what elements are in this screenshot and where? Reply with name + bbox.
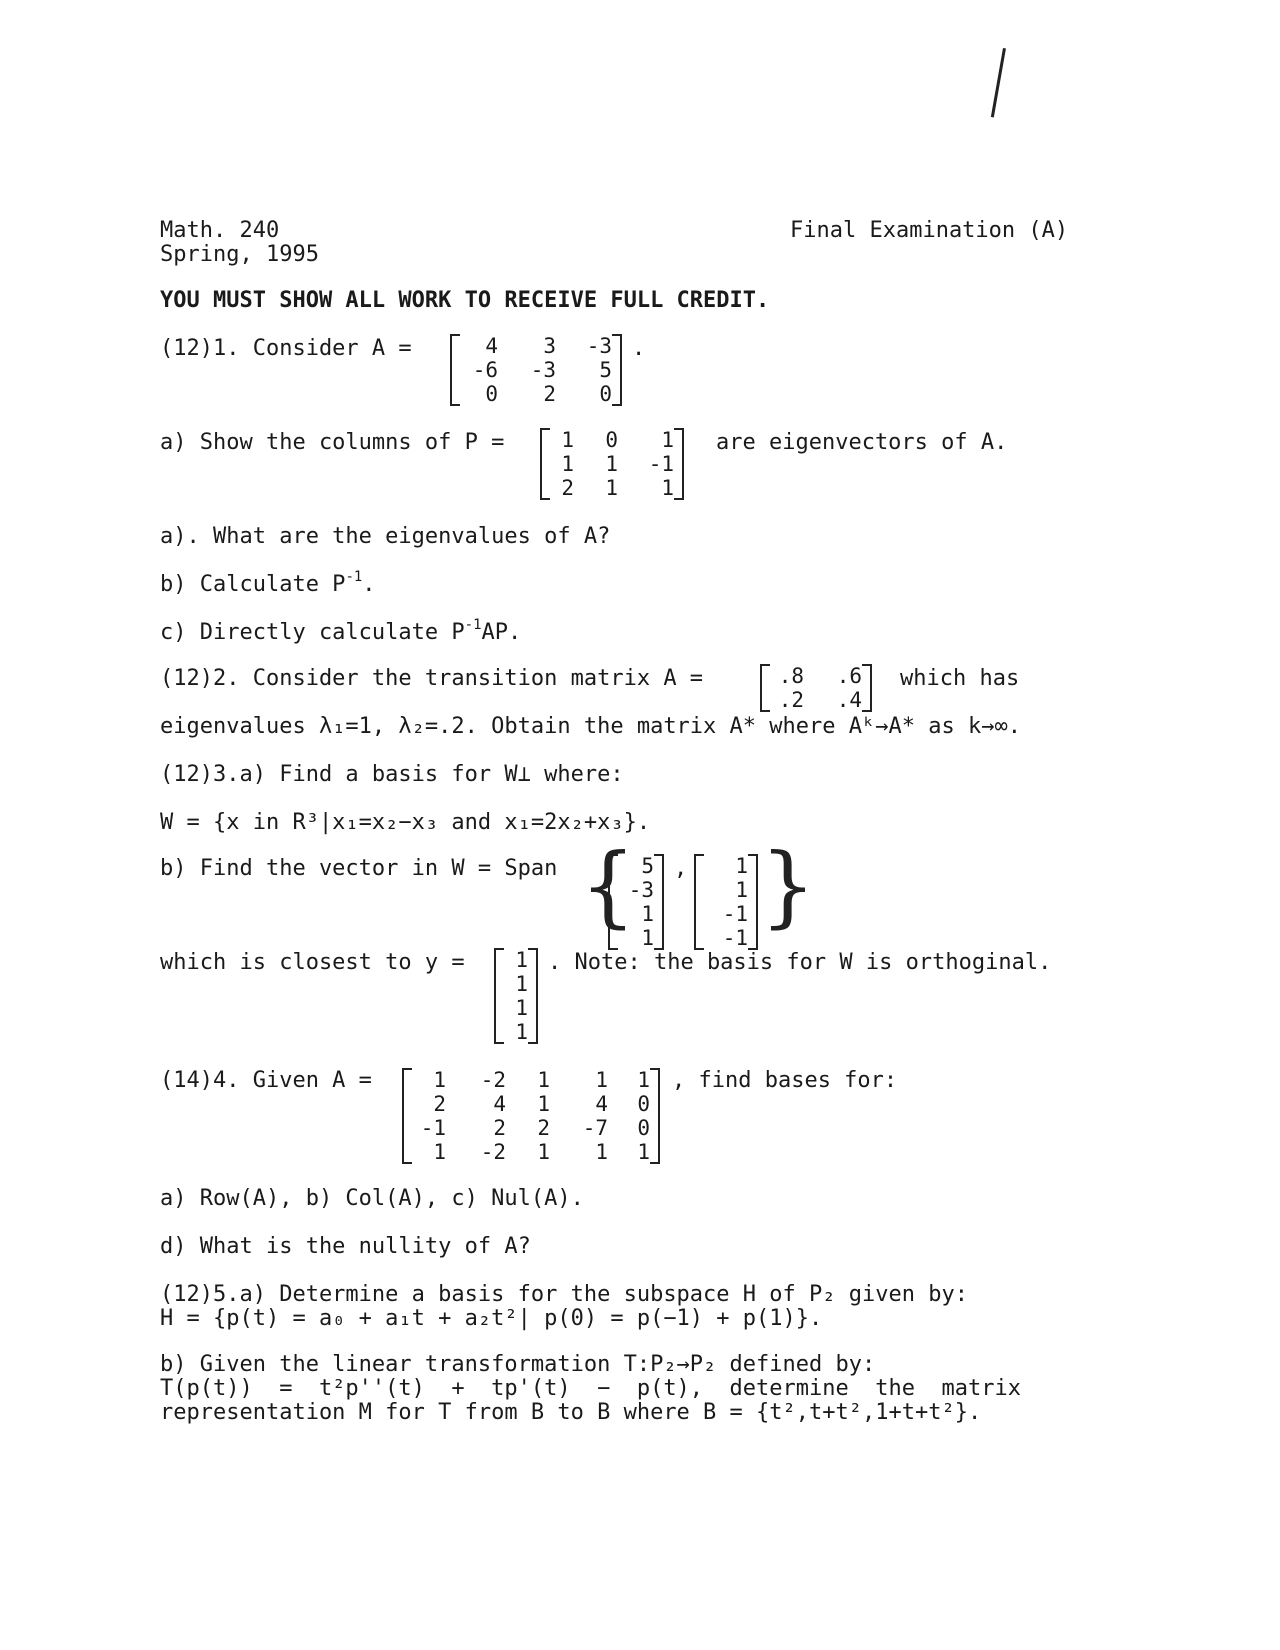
matrix-cell: 0 xyxy=(637,1116,650,1140)
matrix-cell: 2 xyxy=(537,1116,550,1140)
q4-parts-abc: a) Row(A), b) Col(A), c) Nul(A). xyxy=(160,1186,584,1211)
q3-note: . Note: the basis for W is orthoginal. xyxy=(548,950,1052,975)
vector-cell: 1 xyxy=(735,854,748,878)
course-label: Math. 240 xyxy=(160,218,280,243)
vector-cell: 1 xyxy=(515,996,528,1020)
matrix-cell: -1 xyxy=(420,1116,446,1140)
matrix-cell: 2 xyxy=(493,1116,506,1140)
vector-cell: 1 xyxy=(735,878,748,902)
matrix-cell: 1 xyxy=(637,1068,650,1092)
q1b-text: b) Calculate $P^{-1}$. xyxy=(160,568,376,597)
vector-cell: 1 xyxy=(515,948,528,972)
exam-title: Final Examination (A) xyxy=(790,218,1069,243)
instruction: YOU MUST SHOW ALL WORK TO RECEIVE FULL CREDIT. xyxy=(160,288,770,313)
q1c-text xyxy=(160,616,522,646)
q1b-sup: -1 xyxy=(345,568,363,585)
matrix-cell: 3 xyxy=(543,334,556,358)
vector-cell: 1 xyxy=(515,972,528,996)
matrix-cell: 0 xyxy=(637,1092,650,1116)
q1-matrix-P xyxy=(540,428,684,500)
vector-cell: -3 xyxy=(628,878,654,902)
period: . xyxy=(632,336,646,361)
matrix-cell: -3 xyxy=(530,358,556,382)
q3a-text: (12)3.a) Find a basis for W⊥ where: xyxy=(160,762,624,787)
vector-cell: -1 xyxy=(722,902,748,926)
q1c-label: c) Directly calculate P xyxy=(160,620,465,645)
matrix-cell: 1 xyxy=(595,1068,608,1092)
vector-cell: 1 xyxy=(641,902,654,926)
right-brace: } xyxy=(760,834,816,937)
matrix-cell: 1 xyxy=(595,1140,608,1164)
q5b-line2: T(p(t)) = t²p''(t) + tp'(t) − p(t), determine the matrix xyxy=(160,1376,1021,1401)
matrix-cell: 1 xyxy=(661,476,674,500)
matrix-cell: 1 xyxy=(537,1092,550,1116)
q4-matrix-A xyxy=(402,1068,660,1164)
matrix-cell: 1 xyxy=(605,476,618,500)
matrix-cell: -7 xyxy=(582,1116,608,1140)
q1c-sup: -1 xyxy=(464,616,482,633)
q2-line2: eigenvalues λ₁=1, λ₂=.2. Obtain the matrix A* where Aᵏ→A* as k→∞. xyxy=(160,714,1021,739)
q5a-line1: (12)5.a) Determine a basis for the subspace H of P₂ given by: xyxy=(160,1282,968,1307)
matrix-cell: 1 xyxy=(433,1140,446,1164)
matrix-cell: 2 xyxy=(543,382,556,406)
q1-matrix-A xyxy=(450,334,622,406)
matrix-cell: 4 xyxy=(595,1092,608,1116)
matrix-cell: .6 xyxy=(836,664,862,688)
matrix-cell: 4 xyxy=(493,1092,506,1116)
vector-cell: 5 xyxy=(641,854,654,878)
matrix-cell: 4 xyxy=(485,334,498,358)
q3-vector-2 xyxy=(694,854,758,950)
matrix-cell: 1 xyxy=(605,452,618,476)
matrix-cell: 1 xyxy=(661,428,674,452)
left-brace: { xyxy=(580,834,636,937)
q3b-line2: which is closest to y = xyxy=(160,950,465,975)
q1a2-text: a). What are the eigenvalues of A? xyxy=(160,524,611,549)
vector-cell: -1 xyxy=(722,926,748,950)
q2-line1: (12)2. Consider the transition matrix A = xyxy=(160,666,704,691)
q4-post: , find bases for: xyxy=(672,1068,898,1093)
matrix-cell: 1 xyxy=(537,1068,550,1092)
matrix-cell: 5 xyxy=(599,358,612,382)
matrix-cell: 2 xyxy=(561,476,574,500)
q3-vector-1 xyxy=(608,854,664,950)
matrix-cell: 1 xyxy=(561,452,574,476)
q2-post: which has xyxy=(900,666,1020,691)
matrix-cell: 2 xyxy=(433,1092,446,1116)
q1c-post: AP. xyxy=(481,620,522,645)
term-label: Spring, 1995 xyxy=(160,242,319,267)
matrix-cell: 1 xyxy=(537,1140,550,1164)
q4-intro: (14)4. Given A = xyxy=(160,1068,372,1093)
comma: , xyxy=(674,856,688,881)
q1a-text: a) Show the columns of P = xyxy=(160,430,505,455)
vector-cell: 1 xyxy=(641,926,654,950)
matrix-cell: -2 xyxy=(480,1068,506,1092)
q1-intro: (12)1. Consider A = xyxy=(160,336,412,361)
q3-set-definition: W = {x in R³|x₁=x₂−x₃ and x₁=2x₂+x₃}. xyxy=(160,810,651,835)
matrix-cell: -6 xyxy=(472,358,498,382)
matrix-cell: 1 xyxy=(433,1068,446,1092)
matrix-cell: 1 xyxy=(561,428,574,452)
matrix-cell: .4 xyxy=(836,688,862,712)
q1a-post: are eigenvectors of A. xyxy=(716,430,1008,455)
matrix-cell: .2 xyxy=(778,688,804,712)
matrix-cell: 1 xyxy=(637,1140,650,1164)
matrix-cell: 0 xyxy=(485,382,498,406)
q1b-label: b) Calculate P xyxy=(160,572,346,597)
matrix-cell: -3 xyxy=(586,334,612,358)
q5a-line2: H = {p(t) = a₀ + a₁t + a₂t²| p(0) = p(−1) + p(1)}. xyxy=(160,1306,823,1331)
matrix-cell: -1 xyxy=(648,452,674,476)
vector-cell: 1 xyxy=(515,1020,528,1044)
q5b-line1: b) Given the linear transformation T:P₂→P₂ defined by: xyxy=(160,1352,876,1377)
q3-vector-y xyxy=(494,948,538,1044)
matrix-cell: 0 xyxy=(605,428,618,452)
q5b-line3: representation M for T from B to B where B = {t²,t+t²,1+t+t²}. xyxy=(160,1400,982,1425)
q3b-text: b) Find the vector in W = Span xyxy=(160,856,558,881)
matrix-cell: -2 xyxy=(480,1140,506,1164)
q4-part-d: d) What is the nullity of A? xyxy=(160,1234,531,1259)
pen-mark xyxy=(991,48,1006,117)
matrix-cell: 0 xyxy=(599,382,612,406)
q2-matrix-A xyxy=(760,664,872,712)
matrix-cell: .8 xyxy=(778,664,804,688)
